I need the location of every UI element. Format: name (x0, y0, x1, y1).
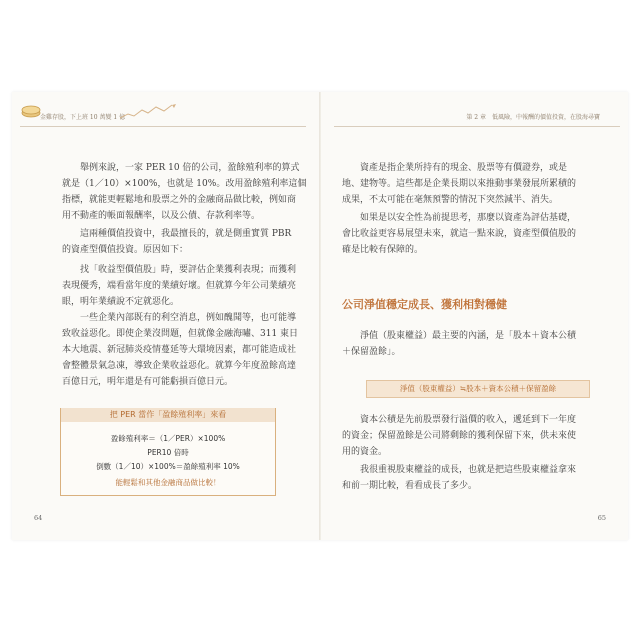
callout-note: 能輕鬆和其他金融商品做比較！ (115, 478, 221, 487)
callout-result-line: 倒數（1／10）×100%＝盈餘殖利率 10% (96, 462, 240, 471)
right-paragraph-2: 如果是以安全性為前提思考，那麼以資產為評估基礎， 會比收益更容易展望未來，就這一點來說，資產型價值股的 確是比較有保障的。 (342, 213, 577, 255)
left-paragraph-3: 找「收益型價值股」時，要評估企業獲利表現；而獲利 表現優秀，端看當年度的業績好壞。但就算今年公司業績亮 眼，明年業績說不定就惡化。 (62, 265, 297, 307)
header-rule-right (334, 126, 620, 127)
running-header-left: 金雞存股，下上班 10 萬變 1 億 (40, 114, 126, 121)
running-header-right: 第 2 章 低風險，中報酬的價值投資，在股海尋寶 (466, 114, 600, 121)
right-paragraph-5: 我很重視股東權益的成長，也就是把這些股東權益拿來 和前一期比較，看看成長了多少。 (342, 465, 577, 491)
per-callout-box (60, 408, 276, 496)
book-gutter (319, 92, 321, 540)
left-paragraph-4: 一些企業內部既有的利空消息，例如醜聞等，也可能導 致收益惡化。即使企業沒問題，但就像金融海嘯、311 東日 本大地震、新冠肺炎疫情蔓延等大環境因素，都可能造成社 會整體景氣急凍，導致企業收益惡化。就算今年度盈餘高達 百億日元，明年還是有可能虧損百億日元。 (62, 313, 299, 387)
right-paragraph-3: 淨值（股東權益）最主要的內涵，是「股本＋資本公積 ＋保留盈餘」。 (342, 331, 577, 357)
page-number-right: 65 (597, 514, 606, 522)
callout-formula-line: 盈餘殖利率＝（1／PER）×100% (110, 434, 226, 443)
equity-formula-box: 淨值（股東權益）≒股本＋資本公積＋保留盈餘 (366, 380, 590, 398)
header-rule-left (20, 126, 306, 127)
page-number-left: 64 (34, 514, 43, 522)
gold-coin-icon (20, 104, 42, 118)
callout-title: 把 PER 當作「盈餘殖利率」來看 (61, 408, 275, 422)
right-paragraph-4: 資本公積是先前股票發行溢價的收入，遞延到下一年度 的資金；保留盈餘是公司將剩餘的獲利保留下來，供未來使 用的資金。 (342, 415, 577, 457)
callout-example-line: PER10 倍時 (147, 448, 189, 457)
left-paragraph-1: 舉例來說，一家 PER 10 倍的公司，盈餘殖利率的算式 就是（1／10）×100%，也就是 10%。改用盈餘殖利率這個 指標，就能更輕鬆地和股票之外的金融商品做比較，例如商 用不動產的帳面報酬率，以及公債、存款利率等。 (62, 163, 307, 221)
section-heading: 公司淨值穩定成長、獲利相對穩健 (342, 298, 507, 311)
left-paragraph-2: 這兩種價值投資中，我最擅長的，就是側重實質 PBR 的資產型價值投資。原因如下： (62, 229, 292, 255)
growth-arrow-icon (120, 104, 180, 120)
right-paragraph-1: 資產是指企業所持有的現金、股票等有價證券，或是 地、建物等。這些都是企業長期以來推動事業發展所累積的 成果，不太可能在毫無預警的情況下突然減半、消失。 (342, 163, 577, 205)
